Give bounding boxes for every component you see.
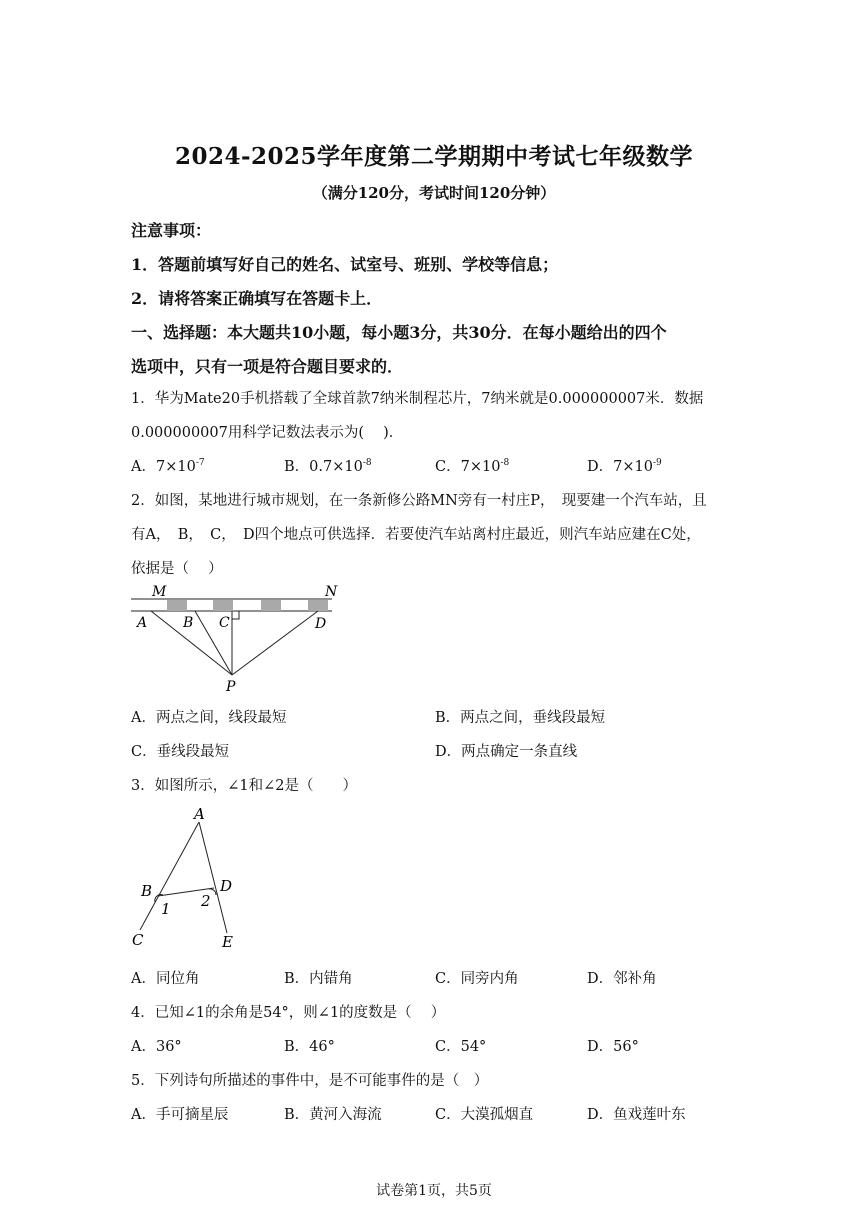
label-c: C [132, 931, 144, 949]
label-d: D [220, 877, 233, 895]
q4-option-b: B．46° [284, 1039, 335, 1055]
q3-line1: 3．如图所示，∠1和∠2是（ ） [131, 778, 357, 794]
q4-option-a: A．36° [131, 1039, 182, 1055]
q1-line1: 1．华为Mate20手机搭载了全球首款7纳米制程芯片，7纳米就是0.000000007米．数据 [131, 391, 704, 407]
label-b: B [183, 615, 194, 631]
label-a: A [137, 615, 148, 631]
q5-option-b: B．黄河入海流 [284, 1107, 382, 1123]
page-footer: 试卷第1页，共5页 [376, 1183, 492, 1199]
q2-line3: 依据是（ ） [131, 561, 223, 577]
section1-heading-line2: 选项中，只有一项是符合题目要求的． [131, 357, 404, 376]
q3-option-d: D．邻补角 [587, 971, 657, 987]
q2-figure-road-diagram [125, 583, 355, 698]
label-angle-2: 2 [201, 892, 211, 910]
q1-option-c: C．$7\times 10^{-8}$ [435, 458, 510, 475]
q2-option-c: C．垂线段最短 [131, 744, 230, 760]
label-d: D [315, 616, 327, 632]
q3-option-a: A．同位角 [131, 971, 200, 987]
q3-figure-angles-diagram [125, 800, 245, 955]
q3-option-b: B．内错角 [284, 971, 353, 987]
q1-option-b: B．$0.7\times 10^{-8}$ [284, 458, 372, 475]
q2-option-a: A．两点之间，线段最短 [131, 710, 287, 726]
notice-heading: 注意事项： [131, 221, 212, 240]
q1-option-d: D．$7\times 10^{-9}$ [587, 458, 662, 475]
label-b: B [141, 882, 153, 900]
q5-option-d: D．鱼戏莲叶东 [587, 1107, 686, 1123]
q5-option-a: A．手可摘星辰 [131, 1107, 229, 1123]
exam-title: 2024-2025学年度第二学期期中考试七年级数学 [174, 143, 694, 170]
q2-option-b: B．两点之间，垂线段最短 [435, 710, 606, 726]
q4-line1: 4．已知∠1的余角是54°，则∠1的度数是（ ） [131, 1005, 446, 1021]
label-p: P [226, 679, 236, 695]
label-angle-1: 1 [161, 900, 171, 918]
label-n: N [325, 584, 338, 600]
label-m: M [152, 584, 167, 600]
label-e: E [222, 933, 233, 951]
notice-item-1: 1．答题前填写好自己的姓名、试室号、班别、学校等信息； [131, 255, 559, 274]
q3-option-c: C．同旁内角 [435, 971, 519, 987]
section1-heading-line1: 一、选择题：本大题共10小题，每小题3分，共30分．在每小题给出的四个 [131, 323, 667, 342]
q1-line2: 0.000000007用科学记数法表示为( )． [131, 425, 404, 441]
q4-option-c: C．54° [435, 1039, 487, 1055]
q2-line2: 有A， B， C， D四个地点可供选择．若要使汽车站离村庄最近，则汽车站应建在C处， [131, 527, 701, 543]
q2-line1: 2．如图，某地进行城市规划，在一条新修公路MN旁有一村庄P， 现要建一个汽车站，且 [131, 493, 707, 509]
q1-option-a: A．$7\times 10^{-7}$ [131, 458, 205, 475]
label-a: A [194, 805, 205, 823]
q4-option-d: D．56° [587, 1039, 639, 1055]
q5-line1: 5．下列诗句所描述的事件中，是不可能事件的是（ ） [131, 1073, 489, 1089]
notice-item-2: 2．请将答案正确填写在答题卡上． [131, 289, 383, 308]
exam-subtitle: （满分120分，考试时间120分钟） [312, 184, 556, 202]
label-c: C [219, 615, 230, 631]
q5-option-c: C．大漠孤烟直 [435, 1107, 534, 1123]
q2-option-d: D．两点确定一条直线 [435, 744, 578, 760]
